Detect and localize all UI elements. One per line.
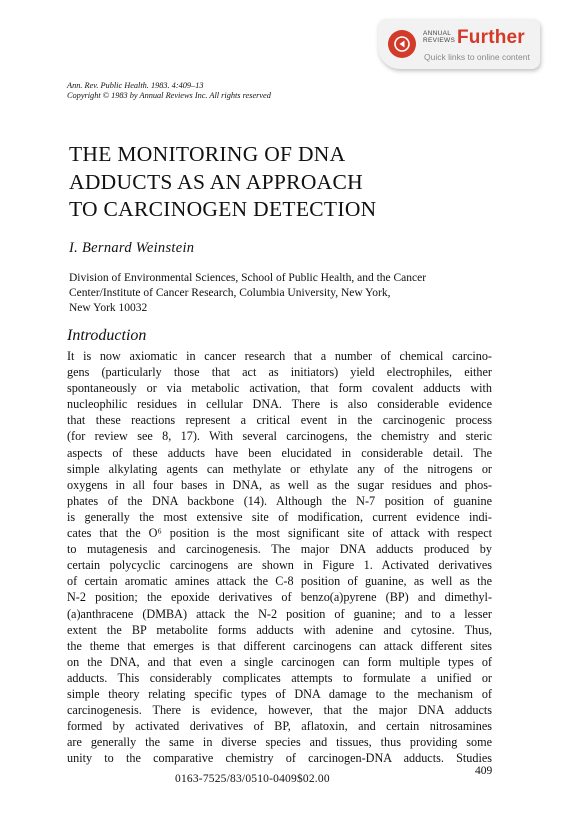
- body-line: nucleophilic residues in cellular DNA. There is also considerable evidence: [67, 397, 492, 412]
- citation-copyright: Copyright © 1983 by Annual Reviews Inc. All rights reserved: [67, 91, 271, 100]
- body-line: are generally the same in diverse species and tissues, thus providing some: [67, 735, 492, 750]
- affiliation: [69, 271, 426, 316]
- page-number: 409: [475, 765, 493, 777]
- title-line: ADDUCTS AS AN APPROACH: [69, 169, 363, 194]
- body-line: It is now axiomatic in cancer research that a number of chemical carcino-: [67, 349, 492, 363]
- affiliation-line: Division of Environmental Sciences, School of Public Health, and the Cancer: [69, 272, 427, 284]
- body-line: on the DNA, and that even a single carcinogen can form multiple types of: [67, 654, 492, 669]
- body-line: the theme that emerges is that different carcinogens can attack different sites: [67, 638, 492, 653]
- body-line: (a)anthracene (DMBA) attack the N-2 position of guanine; and to a lesser: [67, 606, 492, 621]
- body-line: gens (particularly those that act as initiators) yield electrophiles, either: [67, 365, 492, 380]
- body-line: oxygens in all four bases in DNA, as well as the sugar residues and phos-: [67, 477, 492, 492]
- body-line: cates that the O⁶ position is the most significant site of attack with respect: [67, 526, 492, 541]
- further-banner[interactable]: [378, 19, 540, 69]
- body-line: that these reactions represent a critical event in the carcinogenic process: [67, 413, 492, 428]
- title-line: THE MONITORING OF DNA: [69, 142, 346, 166]
- banner-publisher: ANNUAL REVIEWS: [423, 30, 456, 44]
- body-line: aspects of these adducts have been elucidated in considerable detail. The: [67, 445, 492, 460]
- body-line: N-2 position; the epoxide derivatives of benzo(a)pyrene (BP) and dimethyl-: [67, 590, 492, 605]
- body-line: of certain aromatic amines attack the C-8 position of guanine, as well as the: [67, 574, 492, 589]
- section-heading: Introduction: [67, 327, 147, 344]
- body-line: simple theory relating specific types of DNA damage to the mechanism of: [67, 686, 492, 701]
- footer-code: 0163-7525/83/0510-0409$02.00: [175, 773, 330, 785]
- body-line: to mutagenesis and carcinogenesis. The major DNA adducts produced by: [67, 542, 492, 557]
- body-line: certain polycyclic carcinogens are shown in Figure 1. Activated derivatives: [67, 558, 492, 573]
- body-line: extent the BP metabolite forms adducts with adenine and cytosine. Thus,: [67, 622, 492, 637]
- title-line: TO CARCINOGEN DETECTION: [69, 197, 377, 221]
- body-line: formed by activated derivatives of BP, aflatoxin, and certain nitrosamines: [67, 719, 492, 734]
- banner-further-label: Further: [457, 27, 525, 48]
- author-name: I. Bernard Weinstein: [69, 240, 195, 256]
- body-line: adducts. This considerably complicates attempts to formulate a unified or: [67, 670, 492, 685]
- citation: [67, 81, 271, 101]
- body-text: [67, 348, 492, 766]
- body-line: phates of the DNA backbone (14). Although the N-7 position of guanine: [67, 493, 492, 508]
- article-title: [69, 141, 469, 224]
- banner-subtitle: Quick links to online content: [424, 52, 530, 62]
- affiliation-line: New York 10032: [69, 302, 148, 314]
- affiliation-line: Center/Institute of Cancer Research, Columbia University, New York,: [69, 287, 391, 299]
- body-line: is generally the most extensive site of modification, current evidence indi-: [67, 509, 492, 524]
- body-line: carcinogenesis. There is evidence, however, that the major DNA adducts: [67, 703, 492, 718]
- body-line: (for review see 8, 17). With several carcinogens, the chemistry and steric: [67, 429, 492, 444]
- body-line: simple alkylating agents can methylate or ethylate any of the nitrogens or: [67, 461, 492, 476]
- citation-journal: Ann. Rev. Public Health. 1983. 4:409–13: [67, 81, 204, 90]
- play-arrow-icon: [388, 30, 416, 58]
- body-line: spontaneously or via metabolic activation, that form covalent adducts with: [67, 381, 492, 396]
- body-line: unity to the comparative chemistry of carcinogen-DNA adducts. Studies: [67, 751, 492, 766]
